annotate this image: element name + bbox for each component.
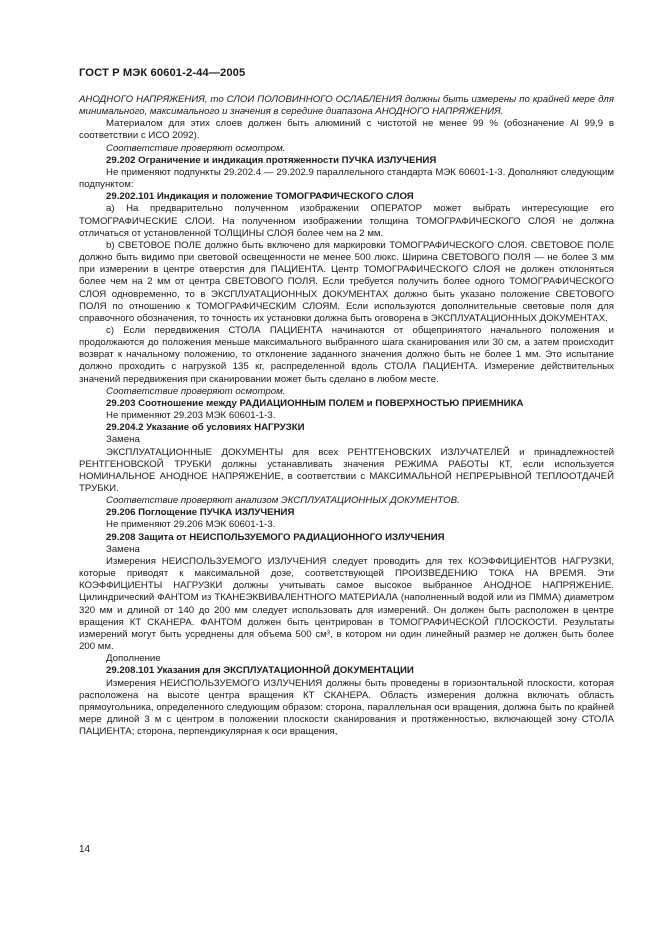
paragraph: Соответствие проверяют анализом ЭКСПЛУАТАЦИОННЫХ ДОКУМЕНТОВ. <box>106 495 460 507</box>
paragraph: Соответствие проверяют осмотром. <box>106 142 286 154</box>
page-number: 14 <box>79 844 91 855</box>
section-heading: 29.202 Ограничение и индикация протяженности ПУЧКА ИЗЛУЧЕНИЯ <box>106 154 437 166</box>
section-heading: 29.204.2 Указание об условиях НАГРУЗКИ <box>106 422 305 434</box>
section-heading: 29.202.101 Индикация и положение ТОМОГРАФИЧЕСКОГО СЛОЯ <box>106 191 414 203</box>
section-heading: 29.206 Поглощение ПУЧКА ИЗЛУЧЕНИЯ <box>106 507 295 519</box>
paragraph: ЭКСПЛУАТАЦИОННЫЕ ДОКУМЕНТЫ для всех РЕНТГЕНОВСКИХ ИЗЛУЧАТЕЛЕЙ и принадлежностей РЕНТГЕНОВСКОЙ ТРУБКИ должны устанавливать значения РЕЖИМА РАБОТЫ КТ, если используется НОМИНАЛЬНОЕ АНОДНОЕ НАПРЯЖЕНИЕ, в соответствии с МАКСИМАЛЬНОЙ НЕПРЕРЫВНОЙ ТЕПЛООТДАЧЕЙ ТРУБКИ. <box>79 446 614 494</box>
paragraph: c) Если передвижения СТОЛА ПАЦИЕНТА начинаются от общепринятого начального положения и продолжаются до положения меньше максимального выбранного шага сканирования или 30 см, а затем происходит возврат к начальному положению, то отклонение заданного значения должно быть не более 1 мм. Это испытание должно проходить с нагрузкой 135 кг, распределенной вдоль СТОЛА ПАЦИЕНТА. Измерение действительных значений передвижения при сканировании может быть сделано в любом месте. <box>79 324 614 385</box>
paragraph: a) На предварительно полученном изображении ОПЕРАТОР может выбрать интересующие его ТОМОГРАФИЧЕСКИЕ СЛОИ. На полученном изображении толщина ТОМОГРАФИЧЕСКОГО СЛОЯ не должна отличаться от установленной ТОЛЩИНЫ СЛОЯ более чем на 2 мм. <box>79 203 614 239</box>
paragraph: АНОДНОГО НАПРЯЖЕНИЯ, то СЛОИ ПОЛОВИННОГО ОСЛАБЛЕНИЯ должны быть измерены по крайней мере для минимального, максимального и значения в середине диапазона АНОДНОГО НАПРЯЖЕНИЯ. <box>79 94 614 118</box>
document-body <box>79 94 614 738</box>
paragraph: Не применяют 29.206 МЭК 60601-1-3. <box>106 519 276 531</box>
paragraph: Дополнение <box>106 653 161 665</box>
standard-header: ГОСТ Р МЭК 60601-2-44—2005 <box>79 67 246 79</box>
section-heading: 29.208 Защита от НЕИСПОЛЬЗУЕМОГО РАДИАЦИОННОГО ИЗЛУЧЕНИЯ <box>106 531 445 543</box>
paragraph: Не применяют подпункты 29.202.4 — 29.202.9 параллельного стандарта МЭК 60601-1-3. Дополняют следующим подпунктом: <box>79 166 614 191</box>
paragraph: Измерения НЕИСПОЛЬЗУЕМОГО ИЗЛУЧЕНИЯ следует проводить для тех КОЭФФИЦИЕНТОВ НАГРУЗКИ, которые приводят к максимальной дозе, соответствующей ПРОИЗВЕДЕНИЮ ТОКА НА ВРЕМЯ. Эти КОЭФФИЦИЕНТЫ НАГРУЗКИ должны учитывать самое высокое выбранное АНОДНОЕ НАПРЯЖЕНИЕ. Цилиндрический ФАНТОМ из ТКАНЕЭКВИВАЛЕНТНОГО МАТЕРИАЛА (наполненный водой или из ПММА) диаметром 320 мм и длиной от 140 до 200 мм следует использовать для измерений. Он должен быть расположен в центре вращения КТ СКАНЕРА. ФАНТОМ должен быть центрирован в ТОМОГРАФИЧЕСКОЙ ПЛОСКОСТИ. Результаты измерений могут быть усреднены для объема 500 см³, в котором ни один линейный размер не должен быть более 200 мм. <box>79 555 614 653</box>
section-heading: 29.208.101 Указания для ЭКСПЛУАТАЦИОННОЙ ДОКУМЕНТАЦИИ <box>106 665 414 677</box>
paragraph: Измерения НЕИСПОЛЬЗУЕМОГО ИЗЛУЧЕНИЯ должны быть проведены в горизонтальной плоскости, которая расположена на высоте центра вращения КТ СКАНЕРА. Область измерения должна включать область прямоугольника, определенного следующим образом: сторона, параллельная оси вращения, должна быть по крайней мере длиной 3 м с центром в положении плоскости сканирования и протяженностью, включающей зону СТОЛА ПАЦИЕНТА; сторона, перпендикулярная к оси вращения, <box>79 677 614 738</box>
paragraph: Материалом для этих слоев должен быть алюминий с чистотой не менее 99 % (обозначение Al 99,9 в соответствии с ИСО 2092). <box>79 118 614 142</box>
paragraph: Замена <box>106 434 140 446</box>
paragraph: Соответствие проверяют осмотром. <box>106 385 286 397</box>
section-heading: 29.203 Соотношение между РАДИАЦИОННЫМ ПОЛЕМ и ПОВЕРХНОСТЬЮ ПРИЕМНИКА <box>106 397 524 409</box>
paragraph: Не применяют 29.203 МЭК 60601-1-3. <box>106 410 276 422</box>
paragraph: b) СВЕТОВОЕ ПОЛЕ должно быть включено для маркировки ТОМОГРАФИЧЕСКОГО СЛОЯ. СВЕТОВОЕ ПОЛЕ должно быть видимо при световой освещенности не менее 500 люкс. Ширина СВЕТОВОГО ПОЛЯ — не более 3 мм при измерении в центре отверстия для ПАЦИЕНТА. Центр ТОМОГРАФИЧЕСКОГО СЛОЯ не должен отклоняться более чем на 2 мм от центра СВЕТОВОГО ПОЛЯ. Если требуется получить более одного ТОМОГРАФИЧЕСКОГО СЛОЯ одновременно, то в ЭКСПЛУАТАЦИОННЫХ ДОКУМЕНТАХ должно быть указано положение СВЕТОВОГО ПОЛЯ по отношению к ТОМОГРАФИЧЕСКИМ СЛОЯМ. Если используются дополнительные световые поля для справочного обозначения, то точность их установки должна быть оговорена в ЭКСПЛУАТАЦИОННЫХ ДОКУМЕНТАХ. <box>79 239 614 324</box>
paragraph: Замена <box>106 543 140 555</box>
